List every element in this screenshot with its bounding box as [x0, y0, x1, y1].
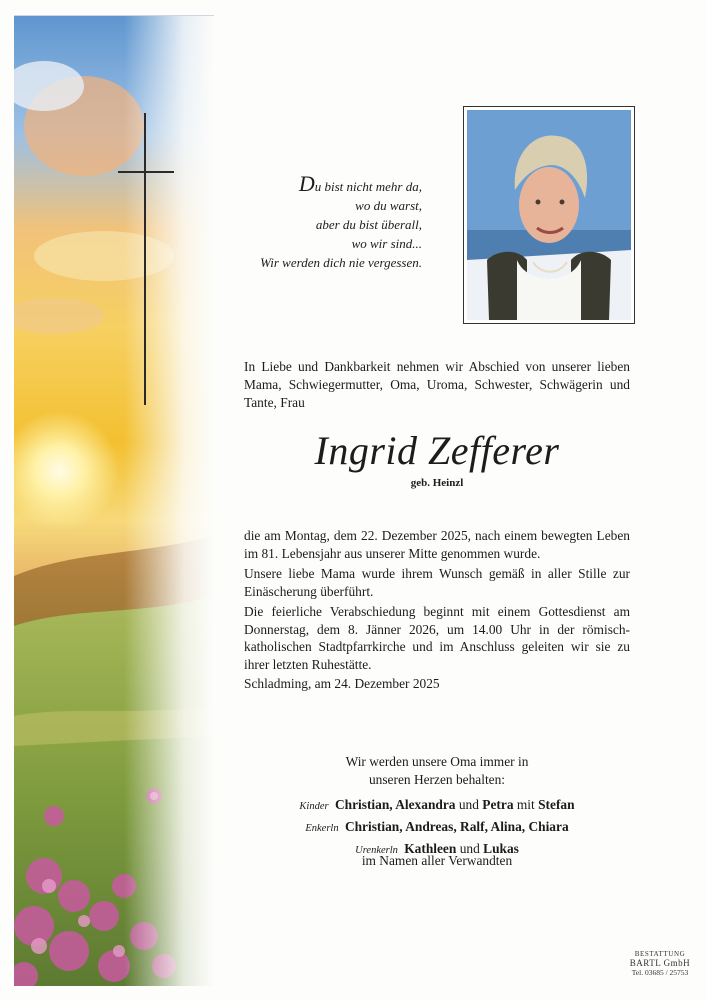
maiden-name: geb. Heinzl — [410, 477, 464, 489]
poem-line-5: Wir werden dich nie vergessen. — [260, 255, 422, 270]
poem-line-2: wo du warst, — [355, 198, 422, 213]
children-names-c: Stefan — [538, 797, 575, 812]
cross-vertical — [144, 113, 146, 405]
children-names-a: Christian, Alexandra — [334, 797, 456, 812]
memorial-poem — [232, 171, 422, 272]
children-role: Kinder — [299, 801, 329, 812]
children-and: und — [458, 797, 479, 812]
family-list — [244, 795, 630, 861]
undertaker-stamp — [620, 950, 700, 977]
children-names-b: Petra — [482, 797, 514, 812]
cremation-paragraph: Unsere liebe Mama wurde ihrem Wunsch gemäß in aller Stille zur Einäscherung überführt. — [244, 566, 630, 599]
top-rule — [14, 15, 214, 16]
service-paragraph: Die feierliche Verabschiedung beginnt mit einem Gottesdienst am Donnerstag, dem 8. Jänner 2026, um 14.00 Uhr in der römisch-katholischen Stadtpfarrkirche und im Anschluss geleiten wir sie zu ihrer letzten Ruhestätte. — [244, 604, 630, 672]
grandchildren-names: Christian, Andreas, Ralf, Alina, Chiara — [344, 819, 569, 834]
greatgrandchildren-name-b: Lukas — [483, 841, 519, 856]
greatgrandchildren-role: Urenkerln — [355, 845, 398, 856]
undertaker-name: BARTL GmbH — [629, 958, 691, 968]
children-with: mit — [516, 797, 535, 812]
poem-line-3: aber du bist überall, — [315, 217, 422, 232]
closing-line-2: unseren Herzen behalten: — [368, 771, 506, 787]
poem-line-1 — [232, 171, 422, 196]
undertaker-phone: Tel. 03685 / 25753 — [631, 968, 689, 977]
landscape-image — [14, 16, 214, 986]
intro-text: In Liebe und Dankbarkeit nehmen wir Abschied von unserer lieben Mama, Schwiegermutter, Oma, Uroma, Schwester, Schwägerin und Tante, Frau — [244, 359, 630, 410]
portrait-photo — [467, 110, 631, 320]
portrait-frame — [463, 106, 635, 324]
closing-line-1: Wir werden unsere Oma immer in — [345, 754, 529, 769]
grandchildren-role: Enkerln — [305, 823, 339, 834]
poem-dropcap: D — [298, 171, 315, 196]
closing-text — [244, 753, 630, 788]
poem-line-1-text: u bist nicht mehr da, — [314, 179, 422, 194]
deceased-name: Ingrid Zefferer — [314, 428, 560, 473]
greatgrandchildren-and: und — [459, 841, 480, 856]
greatgrandchildren-name-a: Kathleen — [404, 841, 457, 856]
cross-horizontal — [118, 171, 174, 173]
death-paragraph: die am Montag, dem 22. Dezember 2025, nach einem bewegten Leben im 81. Lebensjahr aus unserer Mitte genommen wurde. — [244, 528, 630, 561]
place-and-date: Schladming, am 24. Dezember 2025 — [244, 676, 440, 691]
poem-line-4: wo wir sind... — [351, 236, 422, 251]
undertaker-label: BESTATTUNG — [634, 950, 686, 958]
children-line — [244, 795, 630, 817]
grandchildren-line — [244, 817, 630, 839]
relatives-note: im Namen aller Verwandten — [361, 853, 513, 868]
